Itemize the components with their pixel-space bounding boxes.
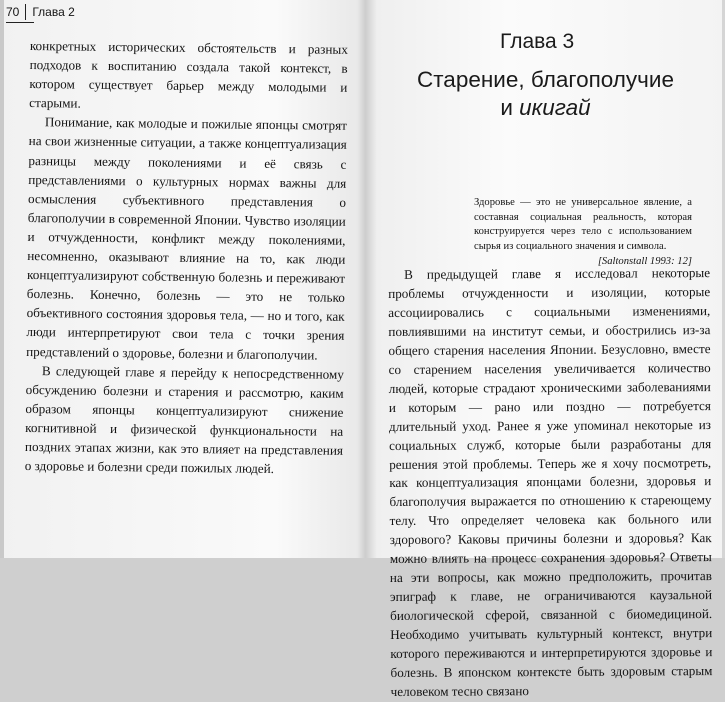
chapter-title-line-2 bbox=[366, 94, 725, 122]
paragraph: конкретных исторических обстоятельств и разных подходов к воспитанию создала такой контекст, в котором существует барьер между молодыми и старыми. bbox=[29, 37, 348, 111]
header-rule bbox=[6, 22, 34, 23]
chapter-number: Глава 3 bbox=[500, 30, 575, 53]
left-page bbox=[0, 0, 366, 558]
running-head bbox=[6, 4, 75, 20]
paragraph: В предыдущей главе я исследовал некоторые проблемы отчужденности и изоляции, которые ассоциировались с социальными изменениями, повлиявшими на институт семьи, и обострились из-за общего старения населения Японии. Безусловно, вместе со старением населения увеличивается количество людей, которые страдают хроническими заболеваниями и которым — рано или поздно — потребуется длительный уход. Ранее я уже упоминал некоторые из социальных служб, которые были разработаны для решения этой проблемы. Теперь же я хочу посмотреть, как концептуализация японцами болезни, здоровья и благополучия выражается по отношению к стареющему телу. Что определяет человека как больного или здорового? Каковы причины болезни и здоровья? Как можно влиять на процесс сохранения здоровья? Ответы на эти вопросы, как можно предположить, прочитав эпиграф к главе, не ограничиваются каузальной биологической сферой, связанной с биомедициной. Необходимо учитывать культурный контекст, внутри которого переживаются и интерпретируются здоровье и болезнь. В японском контексте быть здоровым старым человеком тесно связано bbox=[388, 265, 713, 699]
chapter-title-italic: икигай bbox=[519, 95, 591, 120]
paragraph: В следующей главе я перейду к непосредственному обсуждению болезни и старения и рассмотрю, каким образом японцы концептуализируют снижение когнитивной и физической функциональности на поздних этапах жизни, как это влияет на представления о здоровье и болезни среди пожилых людей. bbox=[24, 362, 344, 477]
chapter-title bbox=[366, 66, 725, 122]
left-body-text bbox=[25, 36, 348, 479]
right-body-text bbox=[388, 264, 713, 702]
chapter-title-prefix: и bbox=[500, 95, 520, 120]
paragraph: Понимание, как молодые и пожилые японцы смотрят на свои жизненные ситуации, а также концептуализация разницы между поколениями и её связь с представлениями о культурных нормах важны для осмысления субъективного представления о благополучии в современной Японии. Чувство изоляции и отчужденности, конфликт между поколениями, несомненно, оказывают влияние на то, как люди концептуализируют собственную болезнь и переживают болезнь. Конечно, болезнь — это не только объективного состояния здоровья тела, — но и того, как люди интерпретируют свои тела с точки зрения представлений о здоровье, болезни и благополучии. bbox=[26, 114, 348, 363]
epigraph-citation: [Saltonstall 1993: 12] bbox=[597, 256, 692, 267]
header-separator bbox=[25, 4, 26, 20]
epigraph: Здоровье — это не универсальное явление, а составная социальная реальность, которая конструируется через тело с использованием сырья из социального значения и символа. bbox=[474, 197, 692, 252]
chapter-running-title: Глава 2 bbox=[32, 5, 75, 19]
page-number: 70 bbox=[6, 5, 20, 19]
chapter-title-line-1: Старение, благополучие bbox=[417, 67, 674, 92]
right-page bbox=[366, 0, 725, 699]
